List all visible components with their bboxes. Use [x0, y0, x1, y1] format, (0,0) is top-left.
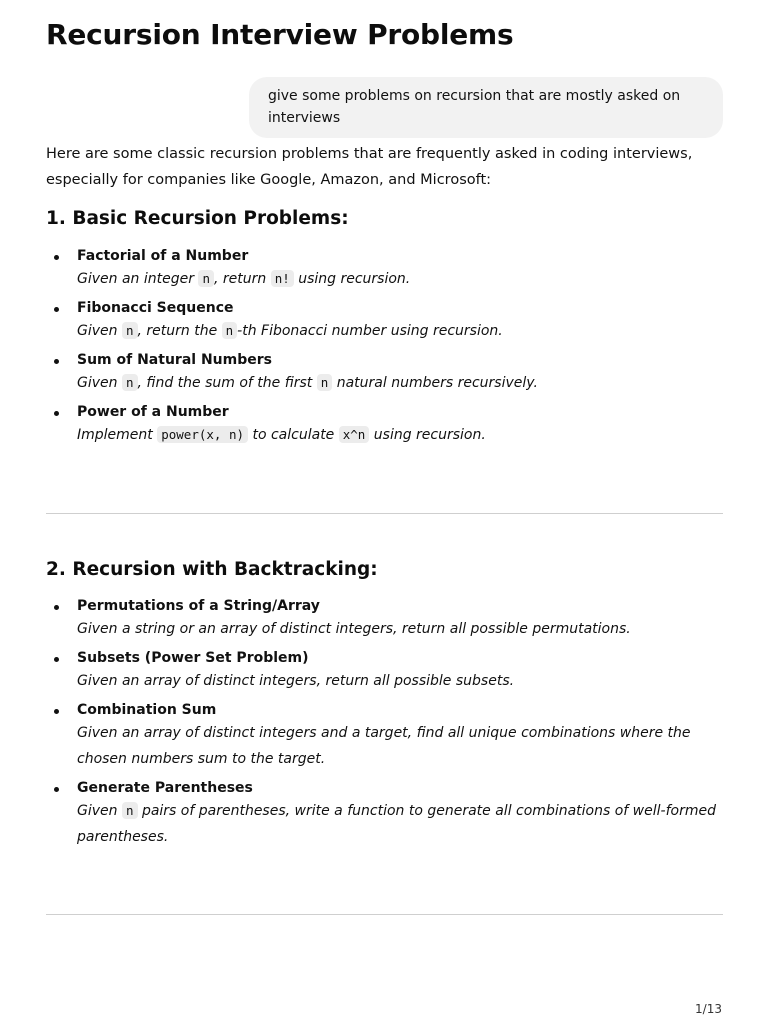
item-title: Factorial of a Number	[77, 248, 249, 264]
item-description: Given an array of distinct integers, return all possible subsets.	[77, 673, 515, 689]
item-title: Permutations of a String/Array	[77, 598, 320, 614]
item-description: Implement power(x, n) to calculate x^n using recursion.	[77, 427, 486, 443]
item-title: Power of a Number	[77, 404, 229, 420]
item-title: Fibonacci Sequence	[77, 300, 234, 316]
inline-code: n	[198, 270, 214, 287]
list-item	[46, 596, 723, 642]
item-title: Combination Sum	[77, 702, 217, 718]
list-item	[46, 402, 723, 448]
list-item	[46, 350, 723, 396]
item-title: Subsets (Power Set Problem)	[77, 650, 309, 666]
section2-list	[46, 596, 723, 850]
inline-code: n	[122, 374, 138, 391]
list-item	[46, 778, 723, 850]
list-item	[46, 246, 723, 292]
item-description: Given n pairs of parentheses, write a function to generate all combinations of well-formed parentheses.	[77, 803, 716, 845]
inline-code: power(x, n)	[157, 426, 248, 443]
list-item	[46, 648, 723, 694]
page-title: Recursion Interview Problems	[46, 18, 514, 51]
section1-list	[46, 246, 723, 448]
item-description: Given an array of distinct integers and a target, find all unique combinations where the chosen numbers sum to the target.	[77, 725, 691, 767]
inline-code: n	[122, 322, 138, 339]
page-number: 1/13	[695, 1002, 722, 1016]
section1-heading: 1. Basic Recursion Problems:	[46, 208, 349, 229]
section2-heading: 2. Recursion with Backtracking:	[46, 559, 378, 580]
list-item	[46, 700, 723, 772]
item-title: Generate Parentheses	[77, 780, 253, 796]
section-divider	[46, 513, 723, 514]
inline-code: n	[122, 802, 138, 819]
item-description: Given an integer n , return n! using recursion.	[77, 271, 411, 287]
user-message-bubble: give some problems on recursion that are mostly asked on interviews	[249, 77, 723, 138]
list-item	[46, 298, 723, 344]
item-title: Sum of Natural Numbers	[77, 352, 272, 368]
item-description: Given n , return the n -th Fibonacci number using recursion.	[77, 323, 503, 339]
item-description: Given a string or an array of distinct integers, return all possible permutations.	[77, 621, 631, 637]
item-description: Given n , find the sum of the first n natural numbers recursively.	[77, 375, 538, 391]
intro-paragraph: Here are some classic recursion problems that are frequently asked in coding interviews, especially for companies like Google, Amazon, and Microsoft:	[46, 146, 693, 188]
inline-code: n!	[271, 270, 294, 287]
inline-code: x^n	[339, 426, 370, 443]
inline-code: n	[317, 374, 333, 391]
section-divider	[46, 914, 723, 915]
inline-code: n	[222, 322, 238, 339]
